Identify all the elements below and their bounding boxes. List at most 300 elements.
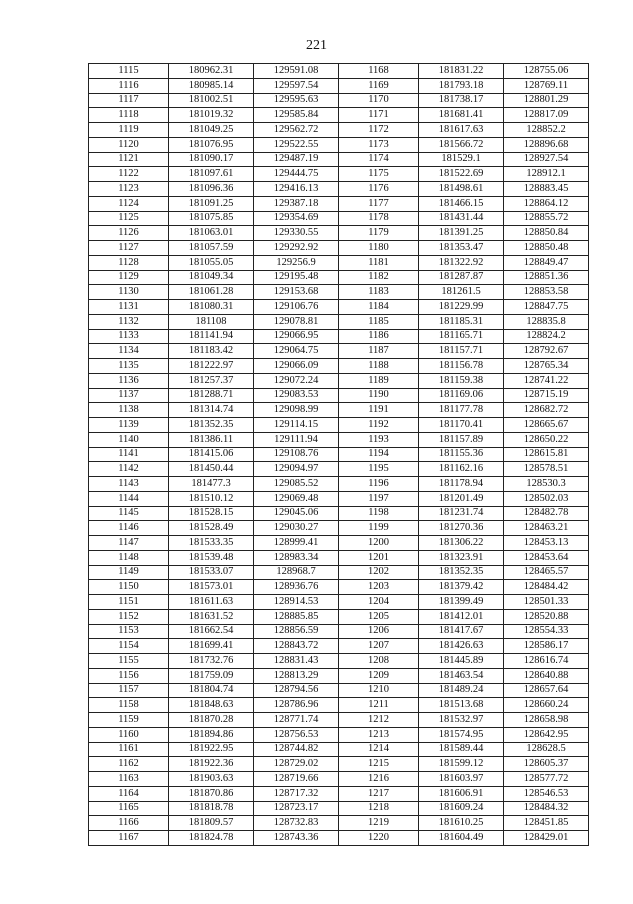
x-coordinate-cell: 181894.86 [169,727,254,742]
point-number-cell: 1159 [89,713,169,728]
point-number-cell: 1128 [89,255,169,270]
point-number-cell: 1193 [339,432,419,447]
table-row [89,123,589,138]
point-number-cell: 1123 [89,182,169,197]
y-coordinate-cell: 129106.76 [254,300,339,315]
y-coordinate-cell: 129083.53 [254,388,339,403]
y-coordinate-cell: 128771.74 [254,713,339,728]
x-coordinate-cell: 181287.87 [419,270,504,285]
point-number-cell: 1162 [89,757,169,772]
x-coordinate-cell: 181589.44 [419,742,504,757]
point-number-cell: 1190 [339,388,419,403]
x-coordinate-cell: 181539.48 [169,550,254,565]
x-coordinate-cell: 181391.25 [419,226,504,241]
x-coordinate-cell: 181533.07 [169,565,254,580]
point-number-cell: 1160 [89,727,169,742]
x-coordinate-cell: 180985.14 [169,78,254,93]
y-coordinate-cell: 128723.17 [254,801,339,816]
point-number-cell: 1137 [89,388,169,403]
point-number-cell: 1218 [339,801,419,816]
y-coordinate-cell: 128586.17 [504,639,589,654]
x-coordinate-cell: 181574.95 [419,727,504,742]
y-coordinate-cell: 128463.21 [504,521,589,536]
x-coordinate-cell: 181529.1 [419,152,504,167]
table-row [89,211,589,226]
x-coordinate-cell: 181108 [169,314,254,329]
y-coordinate-cell: 128927.54 [504,152,589,167]
table-row [89,698,589,713]
y-coordinate-cell: 129078.81 [254,314,339,329]
y-coordinate-cell: 128856.59 [254,624,339,639]
x-coordinate-cell: 181445.89 [419,654,504,669]
point-number-cell: 1134 [89,344,169,359]
point-number-cell: 1209 [339,668,419,683]
x-coordinate-cell: 181261.5 [419,285,504,300]
table-row [89,403,589,418]
point-number-cell: 1174 [339,152,419,167]
x-coordinate-cell: 181463.54 [419,668,504,683]
point-number-cell: 1201 [339,550,419,565]
point-number-cell: 1195 [339,462,419,477]
y-coordinate-cell: 129597.54 [254,78,339,93]
table-row [89,432,589,447]
x-coordinate-cell: 181533.35 [169,536,254,551]
point-number-cell: 1120 [89,137,169,152]
table-row [89,359,589,374]
x-coordinate-cell: 181178.94 [419,477,504,492]
table-row [89,786,589,801]
point-number-cell: 1180 [339,241,419,256]
point-number-cell: 1157 [89,683,169,698]
y-coordinate-cell: 128850.84 [504,226,589,241]
y-coordinate-cell: 129069.48 [254,491,339,506]
table-row [89,757,589,772]
x-coordinate-cell: 181848.63 [169,698,254,713]
y-coordinate-cell: 128605.37 [504,757,589,772]
y-coordinate-cell: 129522.55 [254,137,339,152]
y-coordinate-cell: 128642.95 [504,727,589,742]
y-coordinate-cell: 128755.06 [504,64,589,79]
point-number-cell: 1183 [339,285,419,300]
y-coordinate-cell: 128429.01 [504,831,589,846]
y-coordinate-cell: 128715.19 [504,388,589,403]
table-row [89,772,589,787]
y-coordinate-cell: 128912.1 [504,167,589,182]
table-row [89,167,589,182]
x-coordinate-cell: 181528.15 [169,506,254,521]
table-row [89,521,589,536]
y-coordinate-cell: 128453.13 [504,536,589,551]
x-coordinate-cell: 181314.74 [169,403,254,418]
point-number-cell: 1184 [339,300,419,315]
point-number-cell: 1202 [339,565,419,580]
point-number-cell: 1161 [89,742,169,757]
x-coordinate-cell: 181322.92 [419,255,504,270]
table-row [89,580,589,595]
point-number-cell: 1153 [89,624,169,639]
x-coordinate-cell: 181306.22 [419,536,504,551]
x-coordinate-cell: 181922.36 [169,757,254,772]
x-coordinate-cell: 181566.72 [419,137,504,152]
point-number-cell: 1143 [89,477,169,492]
y-coordinate-cell: 129094.97 [254,462,339,477]
y-coordinate-cell: 129595.63 [254,93,339,108]
point-number-cell: 1146 [89,521,169,536]
y-coordinate-cell: 129354.69 [254,211,339,226]
y-coordinate-cell: 128616.74 [504,654,589,669]
y-coordinate-cell: 128665.67 [504,418,589,433]
y-coordinate-cell: 129066.09 [254,359,339,374]
y-coordinate-cell: 128453.64 [504,550,589,565]
point-number-cell: 1132 [89,314,169,329]
x-coordinate-cell: 181510.12 [169,491,254,506]
x-coordinate-cell: 181019.32 [169,108,254,123]
y-coordinate-cell: 128501.33 [504,595,589,610]
x-coordinate-cell: 181498.61 [419,182,504,197]
y-coordinate-cell: 128843.72 [254,639,339,654]
y-coordinate-cell: 128717.32 [254,786,339,801]
y-coordinate-cell: 128719.66 [254,772,339,787]
point-number-cell: 1198 [339,506,419,521]
x-coordinate-cell: 181091.25 [169,196,254,211]
y-coordinate-cell: 129487.19 [254,152,339,167]
x-coordinate-cell: 181818.78 [169,801,254,816]
point-number-cell: 1192 [339,418,419,433]
x-coordinate-cell: 181096.36 [169,182,254,197]
x-coordinate-cell: 181002.51 [169,93,254,108]
table-row [89,742,589,757]
table-row [89,801,589,816]
y-coordinate-cell: 128896.68 [504,137,589,152]
x-coordinate-cell: 181231.74 [419,506,504,521]
x-coordinate-cell: 181662.54 [169,624,254,639]
y-coordinate-cell: 128849.47 [504,255,589,270]
point-number-cell: 1125 [89,211,169,226]
table-row [89,639,589,654]
point-number-cell: 1205 [339,609,419,624]
x-coordinate-cell: 181201.49 [419,491,504,506]
x-coordinate-cell: 181386.11 [169,432,254,447]
table-row [89,418,589,433]
x-coordinate-cell: 181049.34 [169,270,254,285]
x-coordinate-cell: 181606.91 [419,786,504,801]
x-coordinate-cell: 181353.47 [419,241,504,256]
x-coordinate-cell: 181466.15 [419,196,504,211]
point-number-cell: 1215 [339,757,419,772]
y-coordinate-cell: 128530.3 [504,477,589,492]
y-coordinate-cell: 129416.13 [254,182,339,197]
table-row [89,654,589,669]
table-row [89,93,589,108]
point-number-cell: 1185 [339,314,419,329]
x-coordinate-cell: 181288.71 [169,388,254,403]
x-coordinate-cell: 181599.12 [419,757,504,772]
y-coordinate-cell: 128914.53 [254,595,339,610]
point-number-cell: 1127 [89,241,169,256]
x-coordinate-cell: 181573.01 [169,580,254,595]
table-row [89,78,589,93]
point-number-cell: 1131 [89,300,169,315]
x-coordinate-cell: 181831.22 [419,64,504,79]
x-coordinate-cell: 181177.78 [419,403,504,418]
y-coordinate-cell: 129444.75 [254,167,339,182]
page-number: 221 [306,38,327,53]
x-coordinate-cell: 181793.18 [419,78,504,93]
point-number-cell: 1171 [339,108,419,123]
y-coordinate-cell: 129330.55 [254,226,339,241]
point-number-cell: 1196 [339,477,419,492]
point-number-cell: 1219 [339,816,419,831]
point-number-cell: 1138 [89,403,169,418]
table-row [89,344,589,359]
point-number-cell: 1210 [339,683,419,698]
table-row [89,668,589,683]
y-coordinate-cell: 129256.9 [254,255,339,270]
x-coordinate-cell: 181157.89 [419,432,504,447]
point-number-cell: 1144 [89,491,169,506]
y-coordinate-cell: 128729.02 [254,757,339,772]
x-coordinate-cell: 181609.24 [419,801,504,816]
point-number-cell: 1194 [339,447,419,462]
x-coordinate-cell: 181185.31 [419,314,504,329]
x-coordinate-cell: 181097.61 [169,167,254,182]
point-number-cell: 1165 [89,801,169,816]
point-number-cell: 1149 [89,565,169,580]
y-coordinate-cell: 128813.29 [254,668,339,683]
y-coordinate-cell: 129114.15 [254,418,339,433]
x-coordinate-cell: 181170.41 [419,418,504,433]
x-coordinate-cell: 181738.17 [419,93,504,108]
point-number-cell: 1168 [339,64,419,79]
point-number-cell: 1170 [339,93,419,108]
x-coordinate-cell: 181809.57 [169,816,254,831]
y-coordinate-cell: 128769.11 [504,78,589,93]
x-coordinate-cell: 181489.24 [419,683,504,698]
point-number-cell: 1214 [339,742,419,757]
x-coordinate-cell: 181222.97 [169,359,254,374]
y-coordinate-cell: 128999.41 [254,536,339,551]
x-coordinate-cell: 181732.76 [169,654,254,669]
y-coordinate-cell: 128824.2 [504,329,589,344]
point-number-cell: 1136 [89,373,169,388]
x-coordinate-cell: 181257.37 [169,373,254,388]
x-coordinate-cell: 181870.28 [169,713,254,728]
point-number-cell: 1150 [89,580,169,595]
table-row [89,108,589,123]
x-coordinate-cell: 180962.31 [169,64,254,79]
x-coordinate-cell: 181412.01 [419,609,504,624]
point-number-cell: 1213 [339,727,419,742]
y-coordinate-cell: 128484.32 [504,801,589,816]
x-coordinate-cell: 181352.35 [169,418,254,433]
y-coordinate-cell: 128855.72 [504,211,589,226]
table-row [89,565,589,580]
x-coordinate-cell: 181155.36 [419,447,504,462]
point-number-cell: 1167 [89,831,169,846]
table-row [89,329,589,344]
x-coordinate-cell: 181513.68 [419,698,504,713]
x-coordinate-cell: 181159.38 [419,373,504,388]
table-row [89,196,589,211]
point-number-cell: 1121 [89,152,169,167]
y-coordinate-cell: 128554.33 [504,624,589,639]
point-number-cell: 1207 [339,639,419,654]
point-number-cell: 1115 [89,64,169,79]
point-number-cell: 1211 [339,698,419,713]
y-coordinate-cell: 128883.45 [504,182,589,197]
y-coordinate-cell: 129064.75 [254,344,339,359]
x-coordinate-cell: 181610.25 [419,816,504,831]
table-row [89,713,589,728]
y-coordinate-cell: 128983.34 [254,550,339,565]
table-row [89,241,589,256]
y-coordinate-cell: 128578.51 [504,462,589,477]
x-coordinate-cell: 181049.25 [169,123,254,138]
point-number-cell: 1126 [89,226,169,241]
point-number-cell: 1119 [89,123,169,138]
x-coordinate-cell: 181399.49 [419,595,504,610]
x-coordinate-cell: 181617.63 [419,123,504,138]
point-number-cell: 1179 [339,226,419,241]
x-coordinate-cell: 181681.41 [419,108,504,123]
x-coordinate-cell: 181080.31 [169,300,254,315]
point-number-cell: 1148 [89,550,169,565]
y-coordinate-cell: 128502.03 [504,491,589,506]
point-number-cell: 1158 [89,698,169,713]
y-coordinate-cell: 128743.36 [254,831,339,846]
x-coordinate-cell: 181870.86 [169,786,254,801]
point-number-cell: 1175 [339,167,419,182]
x-coordinate-cell: 181156.78 [419,359,504,374]
point-number-cell: 1176 [339,182,419,197]
y-coordinate-cell: 129045.06 [254,506,339,521]
point-number-cell: 1129 [89,270,169,285]
table-row [89,137,589,152]
y-coordinate-cell: 128465.57 [504,565,589,580]
point-number-cell: 1155 [89,654,169,669]
y-coordinate-cell: 128968.7 [254,565,339,580]
y-coordinate-cell: 128482.78 [504,506,589,521]
point-number-cell: 1188 [339,359,419,374]
point-number-cell: 1135 [89,359,169,374]
x-coordinate-cell: 181229.99 [419,300,504,315]
point-number-cell: 1124 [89,196,169,211]
x-coordinate-cell: 181699.41 [169,639,254,654]
y-coordinate-cell: 128835.8 [504,314,589,329]
x-coordinate-cell: 181169.06 [419,388,504,403]
y-coordinate-cell: 129098.99 [254,403,339,418]
x-coordinate-cell: 181183.42 [169,344,254,359]
table-row [89,152,589,167]
x-coordinate-cell: 181603.97 [419,772,504,787]
y-coordinate-cell: 128765.34 [504,359,589,374]
x-coordinate-cell: 181057.59 [169,241,254,256]
x-coordinate-cell: 181903.63 [169,772,254,787]
point-number-cell: 1172 [339,123,419,138]
y-coordinate-cell: 128864.12 [504,196,589,211]
x-coordinate-cell: 181055.05 [169,255,254,270]
y-coordinate-cell: 128657.64 [504,683,589,698]
y-coordinate-cell: 129153.68 [254,285,339,300]
point-number-cell: 1133 [89,329,169,344]
y-coordinate-cell: 129292.92 [254,241,339,256]
y-coordinate-cell: 128831.43 [254,654,339,669]
coordinates-table [88,63,589,846]
y-coordinate-cell: 129085.52 [254,477,339,492]
y-coordinate-cell: 128794.56 [254,683,339,698]
table-row [89,373,589,388]
x-coordinate-cell: 181063.01 [169,226,254,241]
y-coordinate-cell: 129591.08 [254,64,339,79]
x-coordinate-cell: 181090.17 [169,152,254,167]
x-coordinate-cell: 181157.71 [419,344,504,359]
y-coordinate-cell: 128852.2 [504,123,589,138]
table-row [89,506,589,521]
table-row [89,831,589,846]
y-coordinate-cell: 128640.88 [504,668,589,683]
x-coordinate-cell: 181528.49 [169,521,254,536]
point-number-cell: 1118 [89,108,169,123]
point-number-cell: 1182 [339,270,419,285]
table-row [89,595,589,610]
y-coordinate-cell: 128484.42 [504,580,589,595]
x-coordinate-cell: 181270.36 [419,521,504,536]
point-number-cell: 1147 [89,536,169,551]
y-coordinate-cell: 128628.5 [504,742,589,757]
point-number-cell: 1116 [89,78,169,93]
x-coordinate-cell: 181477.3 [169,477,254,492]
table-row [89,314,589,329]
point-number-cell: 1130 [89,285,169,300]
table-row [89,447,589,462]
y-coordinate-cell: 129585.84 [254,108,339,123]
y-coordinate-cell: 129072.24 [254,373,339,388]
x-coordinate-cell: 181075.85 [169,211,254,226]
y-coordinate-cell: 128451.85 [504,816,589,831]
y-coordinate-cell: 128660.24 [504,698,589,713]
x-coordinate-cell: 181352.35 [419,565,504,580]
table-row [89,64,589,79]
point-number-cell: 1212 [339,713,419,728]
point-number-cell: 1217 [339,786,419,801]
y-coordinate-cell: 129066.95 [254,329,339,344]
point-number-cell: 1206 [339,624,419,639]
table-row [89,388,589,403]
point-number-cell: 1117 [89,93,169,108]
y-coordinate-cell: 128850.48 [504,241,589,256]
x-coordinate-cell: 181522.69 [419,167,504,182]
table-row [89,816,589,831]
table-row [89,300,589,315]
x-coordinate-cell: 181323.91 [419,550,504,565]
y-coordinate-cell: 128936.76 [254,580,339,595]
y-coordinate-cell: 128546.53 [504,786,589,801]
point-number-cell: 1139 [89,418,169,433]
point-number-cell: 1166 [89,816,169,831]
y-coordinate-cell: 128853.58 [504,285,589,300]
table-row [89,285,589,300]
point-number-cell: 1200 [339,536,419,551]
y-coordinate-cell: 128520.88 [504,609,589,624]
point-number-cell: 1189 [339,373,419,388]
x-coordinate-cell: 181417.67 [419,624,504,639]
point-number-cell: 1199 [339,521,419,536]
table-row [89,550,589,565]
x-coordinate-cell: 181450.44 [169,462,254,477]
point-number-cell: 1169 [339,78,419,93]
point-number-cell: 1142 [89,462,169,477]
x-coordinate-cell: 181611.63 [169,595,254,610]
